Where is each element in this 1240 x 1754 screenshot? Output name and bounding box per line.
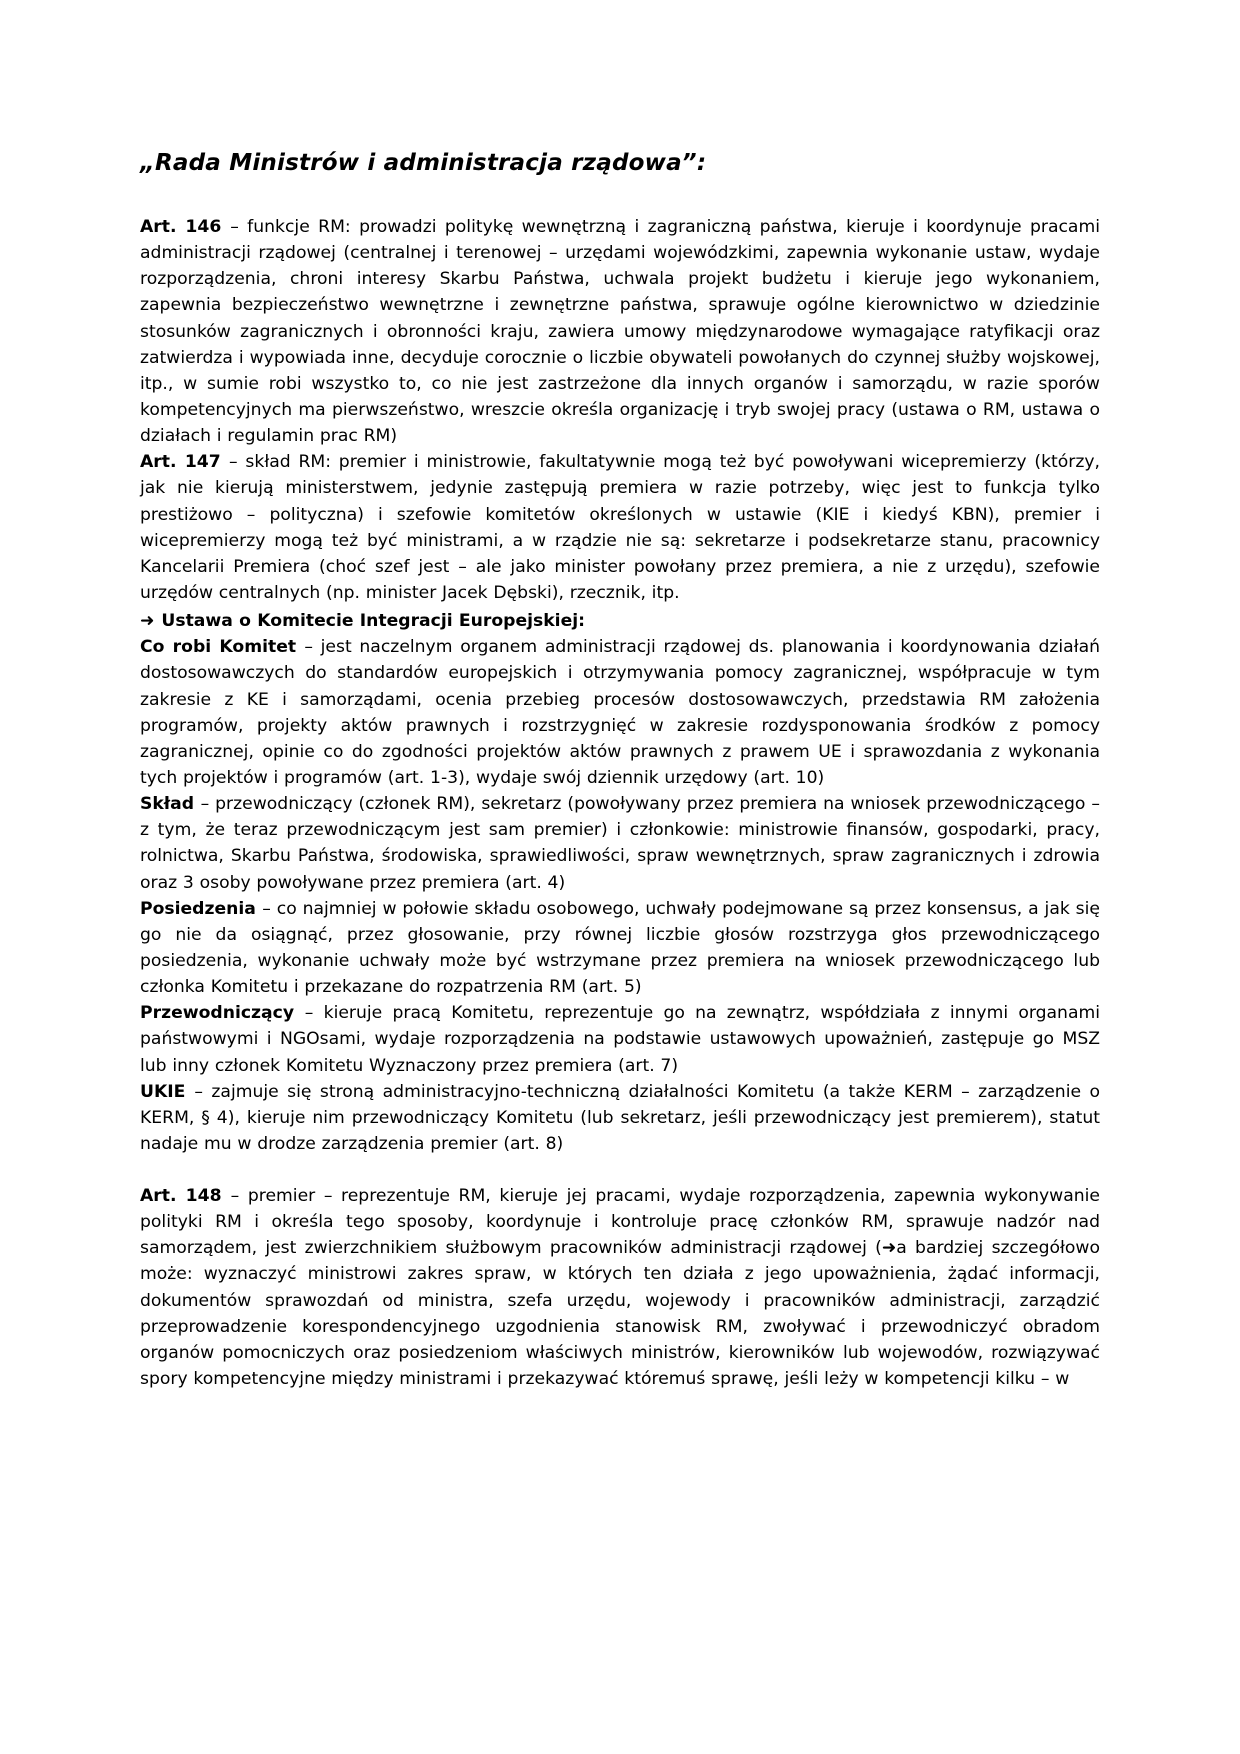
paragraph-lead: Posiedzenia [140, 898, 263, 919]
paragraph-lead: Skład [140, 794, 201, 815]
paragraph-posiedzenia [140, 896, 1100, 1001]
paragraph-text: – przewodniczący (członek RM), sekretarz (powoływany przez premiera na wniosek przewodniczącego – z tym, że teraz przewodniczącym jest sam premier) i członkowie: ministrowie finansów, gospodarki, pracy, rolnictwa, Skarbu Państwa, środowiska, sprawiedliwości, spraw wewnętrznych, spraw zagranicznych i zdrowia oraz 3 osoby powoływane przez premiera (art. 4) [140, 794, 1100, 893]
paragraph-text: – kieruje pracą Komitetu, reprezentuje go na zewnątrz, współdziała z innymi organami państwowymi i NGOsami, wydaje rozporządzenia na podstawie ustawowych upoważnień, zastępuje go MSZ lub inny członek Komitetu Wyznaczony przez premiera (art. 7) [140, 1003, 1100, 1076]
paragraph-spacer [140, 1157, 1100, 1183]
paragraph-text: – skład RM: premier i ministrowie, fakultatywnie mogą też być powoływani wicepremierzy (którzy, jak nie kierują ministerstwem, jedynie zastępują premiera w razie potrzeby, więc jest to funkcja tylko prestiżowo – polityczna) i szefowie komitetów określonych w ustawie (KIE i kiedyś KBN), premier i wicepremierzy mogą też być ministrami, a w rządzie nie są: sekretarze i podsekretarze stanu, pracownicy Kancelarii Premiera (choć szef jest – ale jako minister powołany przez premiera, a nie z urzędu), szefowie urzędów centralnych (np. minister Jacek Dębski), rzecznik, itp. [140, 452, 1101, 603]
page-title: „Rada Ministrów i administracja rządowa”: [140, 150, 707, 176]
paragraph-text: – zajmuje się stroną administracyjno-techniczną działalności Komitetu (a także KERM – zarządzenie o KERM, § 4), kieruje nim przewodniczący Komitetu (lub sekretarz, jeśli przewodniczący jest premierem), statut nadaje mu w drodze zarządzenia premier (art. 8) [140, 1081, 1100, 1154]
arrow-right-icon: ➜ [140, 611, 155, 632]
paragraph-art-147 [140, 449, 1100, 606]
paragraph-text: – premier – reprezentuje RM, kieruje jej pracami, wydaje rozporządzenia, zapewnia wykonywanie polityki RM i określa tego sposoby, koordynuje i kontroluje pracę członków RM, sprawuje nadzór nad samorządem, jest zwierzchnikiem służbowym pracowników administracji rządowej (➜a bardziej szczegółowo może: wyznaczyć ministrowi zakres spraw, w których ten działa z jego upoważnienia, żądać informacji, dokumentów sprawozdań od ministra, szefa urzędu, wojewody i pracowników administracji, zarządzić przeprowadzenie korespondencyjnego uzgodnienia stanowisk RM, zwoływać i przewodniczyć obradom organów pomocniczych oraz posiedzeniom właściwych ministrów, kierowników lub wojewodów, rozwiązywać spory kompetencyjne między ministrami i przekazywać któremuś sprawę, jeśli leży w kompetencji kilku – w [140, 1186, 1101, 1390]
paragraph-sklad [140, 791, 1100, 896]
paragraph-ukie [140, 1079, 1100, 1157]
paragraph-text: – funkcje RM: prowadzi politykę wewnętrzną i zagraniczną państwa, kieruje i koordynuje pracami administracji rządowej (centralnej i terenowej – urzędami wojewódzkimi, zapewnia wykonanie ustaw, wydaje rozporządzenia, chroni interesy Skarbu Państwa, uchwala projekt budżetu i kieruje jego wykonaniem, zapewnia bezpieczeństwo wewnętrzne i zewnętrzne państwa, sprawuje ogólne kierownictwo w dziedzinie stosunków zagranicznych i obronności kraju, zawiera umowy międzynarodowe wymagające ratyfikacji oraz zatwierdza i wypowiada inne, decyduje corocznie o liczbie obywateli powołanych do czynnej służby wojskowej, itp., w sumie robi wszystko to, co nie jest zastrzeżone dla innych organów i samorządu, w razie sporów kompetencyjnych ma pierwszeństwo, wreszcie określa organizację i tryb swojej pracy (ustawa o RM, ustawa o działach i regulamin prac RM) [140, 217, 1100, 447]
paragraph-ustawa-o-kie-heading [140, 608, 1100, 634]
paragraph-lead: UKIE [140, 1081, 195, 1102]
paragraph-przewodniczacy [140, 1000, 1100, 1078]
paragraph-lead: Co robi Komitet [140, 637, 305, 658]
paragraph-text: – jest naczelnym organem administracji rządowej ds. planowania i koordynowania działań dostosowawczych do standardów europejskich i otrzymywania pomocy zagranicznej, współpracuje w tym zakresie z KE i samorządami, ocenia przebieg procesów dostosowawczych, przedstawia RM założenia programów, projekty aktów prawnych i rozstrzygnięć w zakresie rozdysponowania środków z pomocy zagranicznej, opinie co do zgodności projektów aktów prawnych z prawem UE i sprawozdania z wykonania tych projektów i programów (art. 1-3), wydaje swój dziennik urzędowy (art. 10) [140, 637, 1101, 788]
paragraph-lead: Art. 148 [140, 1186, 231, 1207]
paragraph-art-146 [140, 214, 1100, 449]
paragraph-lead: Ustawa o Komitecie Integracji Europejskiej: [161, 611, 586, 632]
paragraph-lead: Art. 147 [140, 452, 230, 473]
paragraph-co-robi-komitet [140, 634, 1100, 791]
paragraph-art-148 [140, 1183, 1100, 1392]
document-body [140, 214, 1100, 1392]
paragraph-text: – co najmniej w połowie składu osobowego, uchwały podejmowane są przez konsensus, a jak się go nie da osiągnąć, przez głosowanie, przy równej liczbie głosów rozstrzyga głos przewodniczącego posiedzenia, wykonanie uchwały może być wstrzymane przez premiera na wniosek przewodniczącego lub członka Komitetu i przekazane do rozpatrzenia RM (art. 5) [140, 898, 1100, 998]
paragraph-lead: Art. 146 [140, 217, 231, 237]
paragraph-lead: Przewodniczący [140, 1003, 305, 1024]
